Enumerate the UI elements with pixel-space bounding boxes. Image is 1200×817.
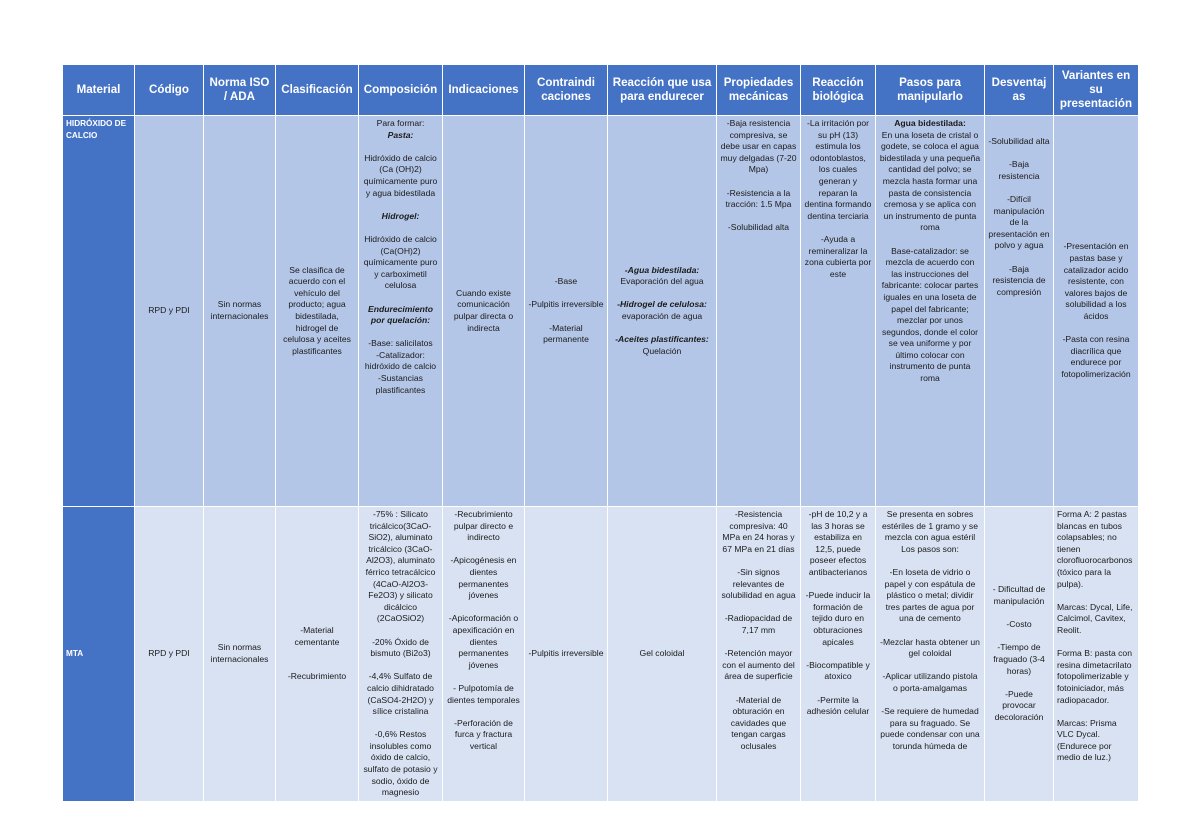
header-variantes: Variantes en su presentación [1054, 65, 1139, 116]
cell-line: -Baja resistencia compresiva, se debe usar en capas muy delgadas (7-20 Mpa) [720, 118, 797, 175]
cell-line [988, 182, 1050, 194]
header-material: Material [63, 65, 135, 116]
cell-line: Agua bidestilada: [894, 118, 966, 128]
cell-line [804, 648, 872, 660]
cell-line: -Radiopacidad de 7,17 mm [724, 613, 793, 635]
cell-line: -Solubilidad alta [727, 222, 790, 233]
cell-line [720, 211, 797, 223]
cell-line: Forma B: pasta con resina dimetacrilato fotopolimerizable y fotoiniciador, más radiopacador. [1057, 648, 1132, 705]
header-contraindicaciones: Contraindi caciones [525, 65, 608, 116]
cell-line: -4,4% Sulfato de calcio dihidratado (CaSO4-2H2O) y sílice cristalina [367, 671, 434, 717]
header-desventajas: Desventaj as [985, 65, 1054, 116]
cell-line: -Baja resistencia [998, 159, 1040, 181]
cell-line: -Costo [1006, 619, 1032, 630]
cell-line [879, 660, 981, 672]
header-biologica: Reacción biológica [801, 65, 876, 116]
cell-line: -Ayuda a remineralizar la zona cubierta por este [804, 233, 872, 279]
cell-line: -Recubrimiento [287, 671, 347, 682]
cell-line: evaporación de agua [621, 311, 703, 321]
cell-line: -Material cementante [294, 624, 340, 647]
cell-line: Base-catalizador: se mezcla de acuerdo con las instrucciones del fabricante: colocar partes iguales en una loseta de papel del fabricante; mezclar por unos segundos, donde el color se vea uniforme y por último colocar con instrumento de punta roma [881, 245, 979, 384]
cell-line [279, 648, 355, 660]
header-indicaciones: Indicaciones [443, 65, 525, 116]
cell-line [362, 327, 439, 339]
cell-line: -Solubilidad alta [988, 136, 1050, 146]
cell-line: -Se requiere de humedad para su fraguado. Se puede condensar con una torunda húmeda de [880, 706, 980, 751]
cell-line [528, 311, 604, 323]
cell-desventajas [985, 507, 1054, 802]
table-row-hidroxido [63, 116, 1139, 507]
cell-line [446, 706, 521, 718]
cell-indicaciones [443, 507, 525, 802]
cell-line: -20% Óxido de bismuto (Bi2o3) [370, 636, 431, 659]
cell-line [362, 222, 439, 234]
cell-clasificacion [276, 507, 359, 802]
cell-line [804, 683, 872, 695]
cell-variantes [1054, 507, 1139, 802]
cell-line: -Puede provocar decoloración [994, 688, 1044, 722]
cell-variantes [1054, 116, 1139, 507]
header-norma: Norma ISO / ADA [204, 65, 276, 116]
cell-line [362, 660, 439, 672]
cell-line: En una loseta de cristal o godete, se coloca el agua bidestilada y una pequeña cantidad del polvo; se mezcla hasta formar una pasta de consistencia cremosa y se aplica con un instrumento de punta roma [879, 129, 981, 233]
cell-line: -0,6% Restos insolubles como óxido de calcio, sulfato de potasio y sodio, óxido de magnesio [363, 729, 438, 798]
cell-line: -Pasta con resina diacrílica que endurece por fotopolimerización [1061, 334, 1131, 379]
cell-line: -Biocompatible y atoxico [806, 659, 870, 682]
cell-line: Marcas: Prisma VLC Dycal. (Endurece por medio de luz.) [1057, 717, 1117, 763]
cell-line: -En loseta de vidrio o papel y con espátula de plástico o metal; dividir tres partes de agua por una de cemento [884, 566, 976, 624]
cell-line: - Dificultad de manipulación [992, 584, 1046, 606]
cell-line [988, 148, 1050, 160]
cell-line: Hidrogel: [381, 210, 420, 221]
cell-reaccion [608, 116, 717, 507]
header-clasificacion: Clasificación [276, 65, 359, 116]
table-row-mta [63, 507, 1139, 802]
cell-line: -Recubrimiento pulpar directo e indirecto [453, 509, 514, 543]
cell-line: Evaporación del agua [620, 276, 704, 287]
cell-line [879, 555, 981, 567]
cell-line [879, 625, 981, 637]
cell-line: -Hidrogel de celulosa: [617, 299, 707, 310]
cell-line: -Tiempo de fraguado (3-4 horas) [993, 642, 1045, 676]
cell-line [611, 288, 713, 300]
cell-line [528, 288, 604, 300]
cell-line [362, 292, 439, 304]
cell-pasos [876, 116, 985, 507]
cell-biologica [801, 116, 876, 507]
cell-line: Gel coloidal [639, 648, 685, 659]
cell-line: -Material de obturación en cavidades que tengan cargas oclusales [730, 694, 787, 751]
cell-line: -Aplicar utilizando pistola o porta-amalgamas [882, 671, 978, 693]
cell-line: Hidróxido de calcio (Ca (OH)2) químicamente puro y agua bidestilada [363, 152, 438, 198]
cell-line: Cuando existe comunicación pulpar directa o indirecta [453, 287, 514, 333]
cell-line: -Baja resistencia de compresión [992, 263, 1046, 297]
cell-indicaciones [443, 116, 525, 507]
cell-pasos [876, 507, 985, 802]
cell-composicion [359, 116, 443, 507]
cell-reaccion [608, 507, 717, 802]
cell-line: -Pulpitis irreversible [528, 299, 604, 310]
cell-line [988, 252, 1050, 264]
cell-line: -Difícil manipulación de la presentación en polvo y agua [988, 193, 1050, 251]
cell-line [279, 660, 355, 672]
cell-line: Se presenta en sobres estériles de 1 gramo y se mezcla con agua estéril [881, 509, 978, 543]
cell-line: -Apicogénesis en dientes permanentes jóvenes [450, 555, 517, 601]
cell-line: -Base [554, 276, 578, 287]
cell-contraindicaciones [525, 507, 608, 802]
cell-line [720, 176, 797, 188]
header-pasos: Pasos para manipularlo [876, 65, 985, 116]
header-reaccion: Reacción que usa para endurecer [608, 65, 717, 116]
cell-line [1057, 706, 1135, 718]
cell-line: -Sustancias plastificantes [375, 373, 426, 395]
cell-line [362, 199, 439, 211]
cell-line [611, 323, 713, 335]
cell-line: -Catalizador: hidróxido de calcio [364, 349, 437, 372]
cell-line [720, 637, 797, 649]
cell-material: MTA [63, 507, 135, 802]
cell-line: -pH de 10,2 y a las 3 horas se estabiliza en 12,5, puede poseer efectos antibacterianos [808, 509, 868, 577]
cell-line: -Retención mayor con el aumento del área de superficie [722, 648, 795, 682]
cell-line [1057, 590, 1135, 602]
cell-line: -Resistencia a la tracción: 1.5 Mpa [725, 187, 792, 210]
cell-line: Endurecimiento por quelación: [368, 303, 433, 326]
cell-line [720, 555, 797, 567]
cell-line [988, 677, 1050, 689]
cell-propiedades [717, 116, 801, 507]
cell-line [879, 234, 981, 246]
cell-line [446, 602, 521, 614]
cell-line: -Perforación de furca y fractura vertical [454, 717, 513, 751]
cell-line [804, 579, 872, 591]
cell-material: HIDRÓXIDO DE CALCIO [63, 116, 135, 507]
cell-line [879, 695, 981, 707]
cell-line: - Pulpotomía de dientes temporales [447, 682, 520, 705]
cell-line [362, 625, 439, 637]
cell-codigo: RPD y PDI [135, 116, 204, 507]
comparison-table [62, 64, 1139, 802]
cell-line: -Resistencia compresiva: 40 MPa en 24 horas y 67 MPa en 21 días [722, 509, 795, 554]
cell-line: Pasta: [387, 129, 414, 140]
cell-line [446, 544, 521, 556]
cell-line: -La irritación por su pH (13) estimula los odontoblastos, los cuales generan y reparan la dentina formando dentina terciaria [804, 118, 872, 221]
header-composicion: Composición [359, 65, 443, 116]
cell-line: -Puede inducir la formación de tejido duro en obturaciones apicales [805, 590, 871, 647]
cell-clasificacion: Se clasifica de acuerdo con el vehículo del producto; agua bidestilada, hidrogel de celulosa y aceites plastificantes [276, 116, 359, 507]
cell-line: -Sin signos relevantes de solubilidad en agua [721, 566, 796, 601]
cell-line [446, 671, 521, 683]
cell-propiedades [717, 507, 801, 802]
cell-line [1057, 637, 1135, 649]
cell-composicion [359, 507, 443, 802]
cell-contraindicaciones [525, 116, 608, 507]
cell-line: -Aceites plastificantes: [615, 334, 709, 345]
cell-line: -Pulpitis irreversible [528, 648, 604, 659]
cell-line: -Material permanente [543, 322, 589, 345]
cell-line: Hidróxido de calcio (Ca(OH)2) químicamente puro y carboximetil celulosa [363, 233, 438, 291]
cell-desventajas [985, 116, 1054, 507]
cell-norma: Sin normas internacionales [204, 507, 276, 802]
cell-line: -Presentación en pastas base y catalizador acido resistente, con valores bajos de solubilidad a los ácidos [1063, 241, 1129, 321]
cell-line: Forma A: 2 pastas blancas en tubos colapsables; no tienen clorofluorocarbonos (tóxico para la pulpa). [1057, 509, 1133, 589]
cell-line: -Agua bidestilada: [624, 264, 700, 275]
cell-biologica [801, 507, 876, 802]
cell-line: -Base: salicilatos [368, 338, 433, 349]
header-codigo: Código [135, 65, 204, 116]
header-propiedades: Propiedades mecánicas [717, 65, 801, 116]
cell-line [362, 718, 439, 730]
cell-line: Los pasos son: [901, 543, 959, 554]
header-row [63, 65, 1139, 116]
cell-line: -75% : Silicato tricálcico(3CaO-SiO2), aluminato tricálcico (3CaO-Al2O3), aluminato férrico tetracálcico (4CaO-Al2O3-Fe2O3) y silicato dicálcico (2CaOSiO2) [365, 509, 436, 624]
cell-line [720, 602, 797, 614]
cell-line [1057, 323, 1135, 335]
cell-line [720, 683, 797, 695]
cell-line: -Mezclar hasta obtener un gel coloidal [880, 636, 980, 659]
cell-line [988, 608, 1050, 620]
cell-line [804, 222, 872, 234]
cell-norma: Sin normas internacionales [204, 116, 276, 507]
cell-line: -Permite la adhesión celular [806, 694, 870, 717]
cell-line [988, 631, 1050, 643]
cell-codigo: RPD y PDI [135, 507, 204, 802]
cell-line [362, 141, 439, 153]
cell-line: -Apicoformación o apexificación en dientes permanentes jóvenes [448, 613, 519, 670]
cell-line: Para formar: [376, 118, 425, 128]
cell-line: Marcas: Dycal, Life, Calcimol, Cavitex, Reolit. [1057, 601, 1133, 635]
cell-line: Quelación [642, 345, 682, 356]
